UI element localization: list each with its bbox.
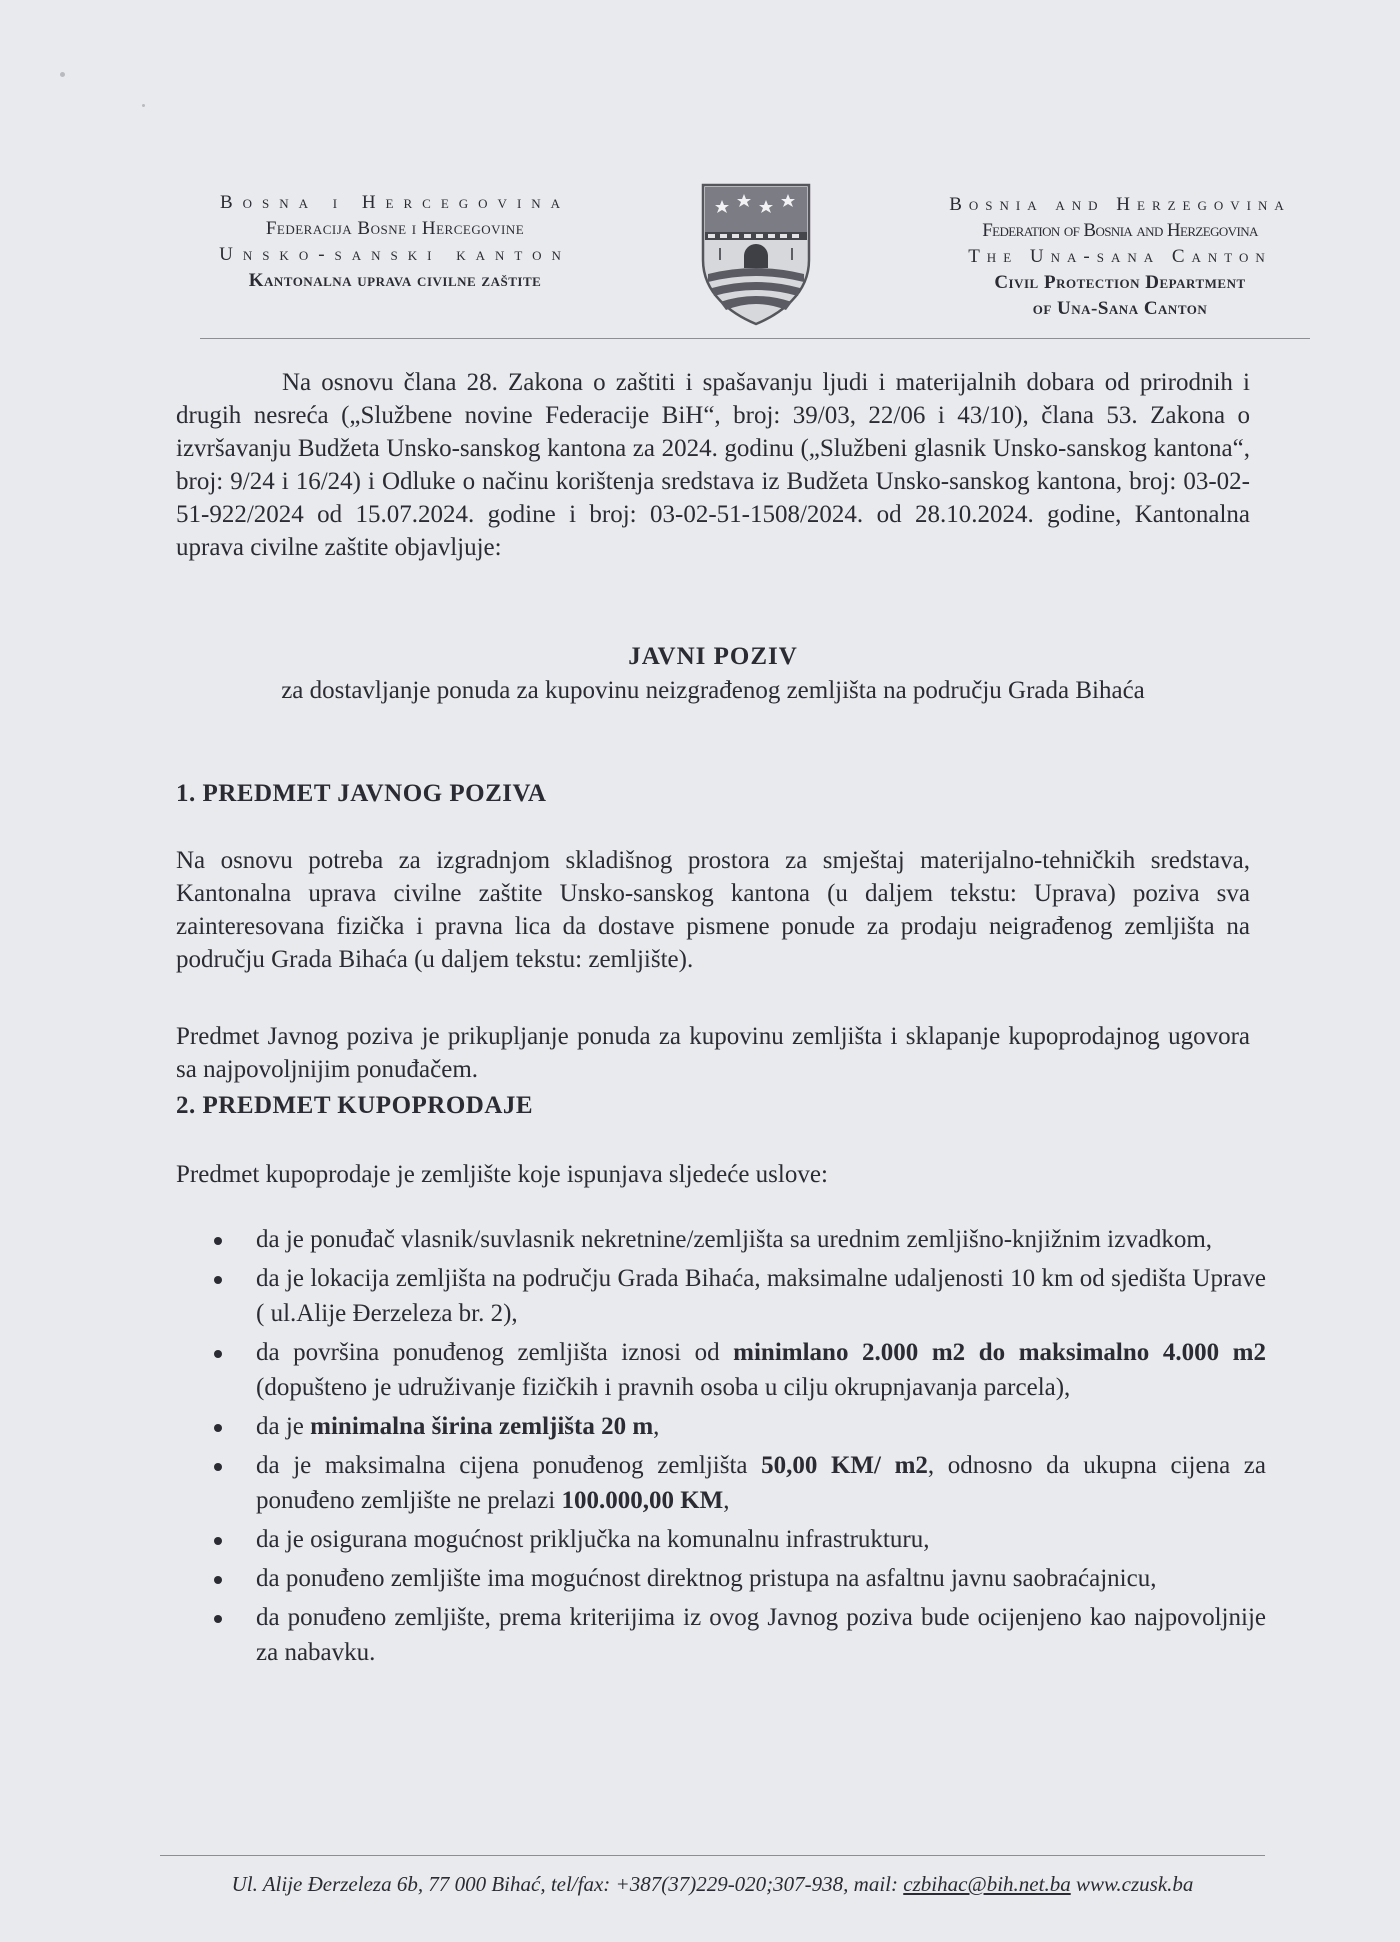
letterhead-department-en-2: of Una-Sana Canton xyxy=(1032,298,1208,319)
bullet-icon xyxy=(214,1237,222,1245)
notice-title: JAVNI POZIV xyxy=(628,643,798,670)
section-2-intro: Predmet kupoprodaje je zemljište koje ispunjava sljedeće uslove: xyxy=(176,1161,828,1188)
letterhead-canton: Unsko-sanski kanton xyxy=(219,244,571,265)
footer-email-link[interactable]: czbihac@bih.net.ba xyxy=(903,1872,1071,1896)
header-divider xyxy=(200,338,1310,339)
list-item: da ponuđeno zemljište, prema kriterijima iz ovog Javnog poziva bude ocijenjeno kao najpovoljnije za nabavku. xyxy=(176,1600,1266,1670)
list-item: da je osigurana mogućnost priključka na komunalnu infrastrukturu, xyxy=(176,1522,1266,1557)
section-2-heading: 2. PREDMET KUPOPRODAJE xyxy=(176,1092,534,1119)
bullet-icon xyxy=(214,1537,222,1545)
letterhead-federation: Federacija Bosne i Hercegovine xyxy=(265,218,525,239)
notice-title-block xyxy=(176,640,1250,708)
list-item: da je ponuđač vlasnik/suvlasnik nekretnine/zemljišta sa urednim zemljišno-knjižnim izvadkom, xyxy=(176,1222,1266,1257)
list-item: da površina ponuđenog zemljišta iznosi od minimlano 2.000 m2 do maksimalno 4.000 m2 (dopušteno je udruživanje fizičkih i pravnih osoba u cilju okrupnjavanja parcela), xyxy=(176,1335,1266,1405)
letterhead-federation-en: Federation of Bosnia and Herzegovina xyxy=(982,220,1258,241)
footer-web-link[interactable]: www.czusk.ba xyxy=(1070,1872,1194,1896)
notice-subtitle: za dostavljanje ponuda za kupovinu neizgrađenog zemljišta na području Grada Bihaća xyxy=(281,677,1145,704)
section-1-paragraph-1: Na osnovu potreba za izgradnjom skladišnog prostora za smještaj materijalno-tehničkih sredstava, Kantonalna uprava civilne zaštite Unsko-sanskog kantona (u daljem tekstu: Uprava) poziva sva zainteresovana fizička i pravna lica da dostave pismene ponude za prodaju neigrađenog zemljišta na području Grada Bihaća (u daljem tekstu: zemljište). xyxy=(176,847,1250,973)
list-item: da ponuđeno zemljište ima mogućnost direktnog pristupa na asfaltnu javnu saobraćajnicu, xyxy=(176,1561,1266,1596)
bullet-icon xyxy=(214,1424,222,1432)
letterhead-department-en: Civil Protection Department xyxy=(994,272,1246,293)
list-item: da je maksimalna cijena ponuđenog zemljišta 50,00 KM/ m2, odnosno da ukupna cijena za ponuđeno zemljište ne prelazi 100.000,00 KM, xyxy=(176,1448,1266,1518)
bullet-icon xyxy=(214,1276,222,1284)
letterhead-left xyxy=(150,190,640,294)
letterhead-canton-en: The Una-sana Canton xyxy=(968,246,1272,267)
letterhead-department: Kantonalna uprava civilne zaštite xyxy=(248,270,542,291)
section-1-heading: 1. PREDMET JAVNOG POZIVA xyxy=(176,780,547,807)
scan-speck xyxy=(60,72,65,77)
bullet-icon xyxy=(214,1463,222,1471)
bullet-icon xyxy=(214,1350,222,1358)
scan-speck xyxy=(142,104,145,107)
footer-address: Ul. Alije Đerzeleza 6b, 77 000 Bihać, tel/fax: +387(37)229-020;307-938, mail: xyxy=(231,1872,904,1896)
letterhead-country-en: Bosnia and Herzegovina xyxy=(949,194,1291,215)
bullet-icon xyxy=(214,1615,222,1623)
intro-paragraph: Na osnovu člana 28. Zakona o zaštiti i spašavanju ljudi i materijalnih dobara od prirodnih i drugih nesreća („Službene novine Federacije BiH“, broj: 39/03, 22/06 i 43/10), člana 53. Zakona o izvršavanju Budžeta Unsko-sanskog kantona za 2024. godinu („Službeni glasnik Unsko-sanskog kantona“, broj: 9/24 i 16/24) i Odluke o načinu korištenja sredstava iz Budžeta Unsko-sanskog kantona, broj: 03-02-51-922/2024 od 15.07.2024. godine i broj: 03-02-51-1508/2024. od 28.10.2024. godine, Kantonalna uprava civilne zaštite objavljuje: xyxy=(176,369,1250,561)
section-1-paragraph-2: Predmet Javnog poziva je prikupljanje ponuda za kupovinu zemljišta i sklapanje kupoprodajnog ugovora sa najpovoljnijim ponuđačem. xyxy=(176,1023,1250,1083)
bullet-icon xyxy=(214,1576,222,1584)
conditions-list xyxy=(176,1222,1266,1674)
canton-coat-of-arms-icon xyxy=(700,182,812,327)
list-item: da je minimalna širina zemljišta 20 m, xyxy=(176,1409,1266,1444)
letterhead-country: Bosna i Hercegovina xyxy=(219,192,571,213)
footer-divider xyxy=(160,1855,1265,1856)
letterhead-right xyxy=(900,192,1340,322)
list-item: da je lokacija zemljišta na području Grada Bihaća, maksimalne udaljenosti 10 km od sjedišta Uprave ( ul.Alije Đerzeleza br. 2), xyxy=(176,1261,1266,1331)
footer-contact xyxy=(160,1872,1265,1897)
